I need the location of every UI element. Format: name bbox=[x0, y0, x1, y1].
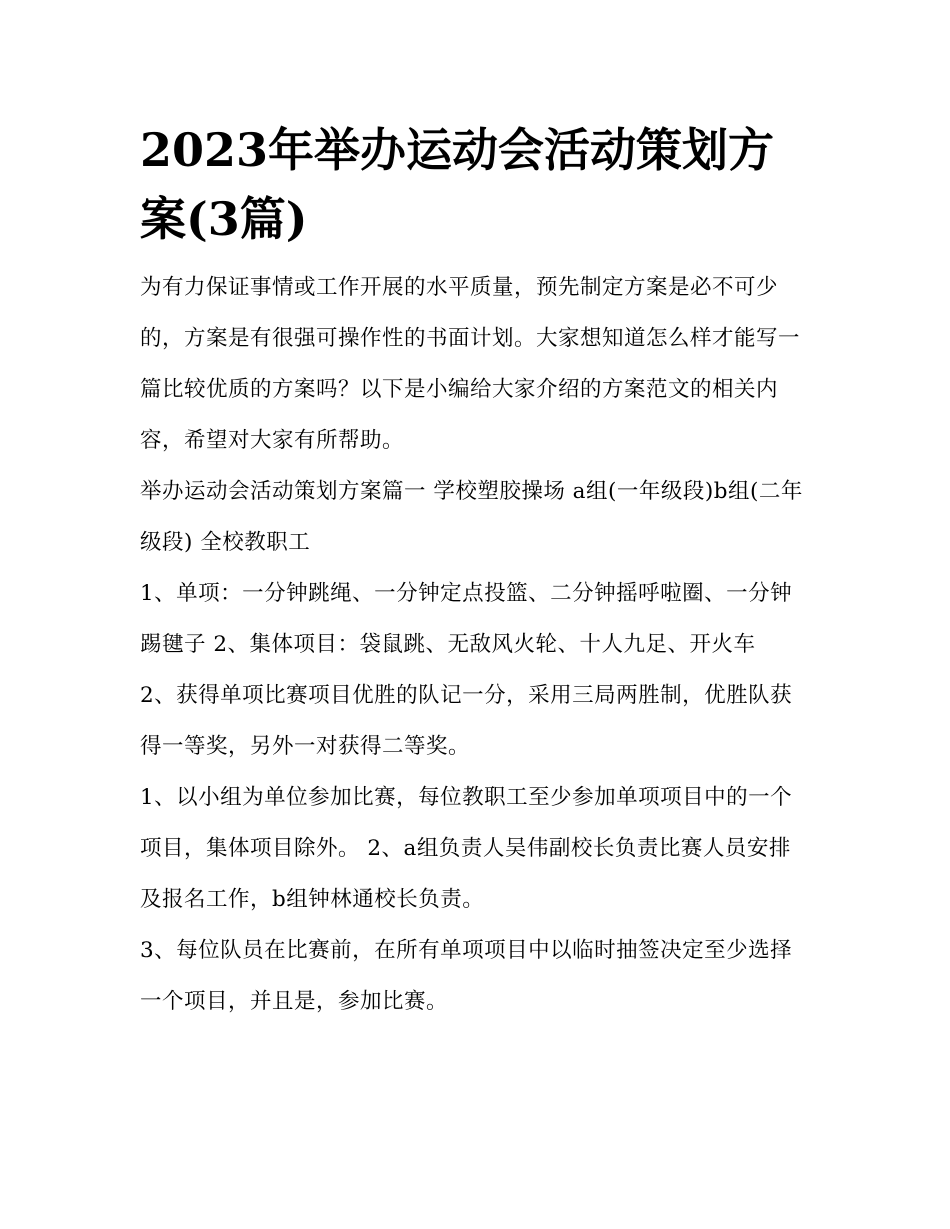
paragraph-events: 1、单项：一分钟跳绳、一分钟定点投篮、二分钟摇呼啦圈、一分钟踢毽子 2、集体项目：袋鼠跳、无敌风火轮、十人九足、开火车 bbox=[140, 581, 793, 657]
paragraph-participation: 1、以小组为单位参加比赛，每位教职工至少参加单项项目中的一个项目，集体项目除外。 2、a组负责人吴伟副校长负责比赛人员安排及报名工作，b组钟林通校长负责。 bbox=[140, 785, 793, 912]
document-page bbox=[140, 0, 812, 1027]
paragraph-venue-groups: 举办运动会活动策划方案篇一 学校塑胶操场 a组(一年级段)b组(二年级段) 全校教职工 bbox=[140, 479, 803, 555]
document-body bbox=[140, 262, 812, 1027]
paragraph-intro: 为有力保证事情或工作开展的水平质量，预先制定方案是必不可少的，方案是有很强可操作性的书面计划。大家想知道怎么样才能写一篇比较优质的方案吗？以下是小编给大家介绍的方案范文的相关内容，希望对大家有所帮助。 bbox=[140, 275, 801, 453]
paragraph-draw: 3、每位队员在比赛前，在所有单项项目中以临时抽签决定至少选择一个项目，并且是，参加比赛。 bbox=[140, 938, 793, 1014]
paragraph-scoring: 2、获得单项比赛项目优胜的队记一分，采用三局两胜制，优胜队获得一等奖，另外一对获得二等奖。 bbox=[140, 683, 793, 759]
document-title: 2023年举办运动会活动策划方案(3篇) bbox=[140, 123, 775, 246]
